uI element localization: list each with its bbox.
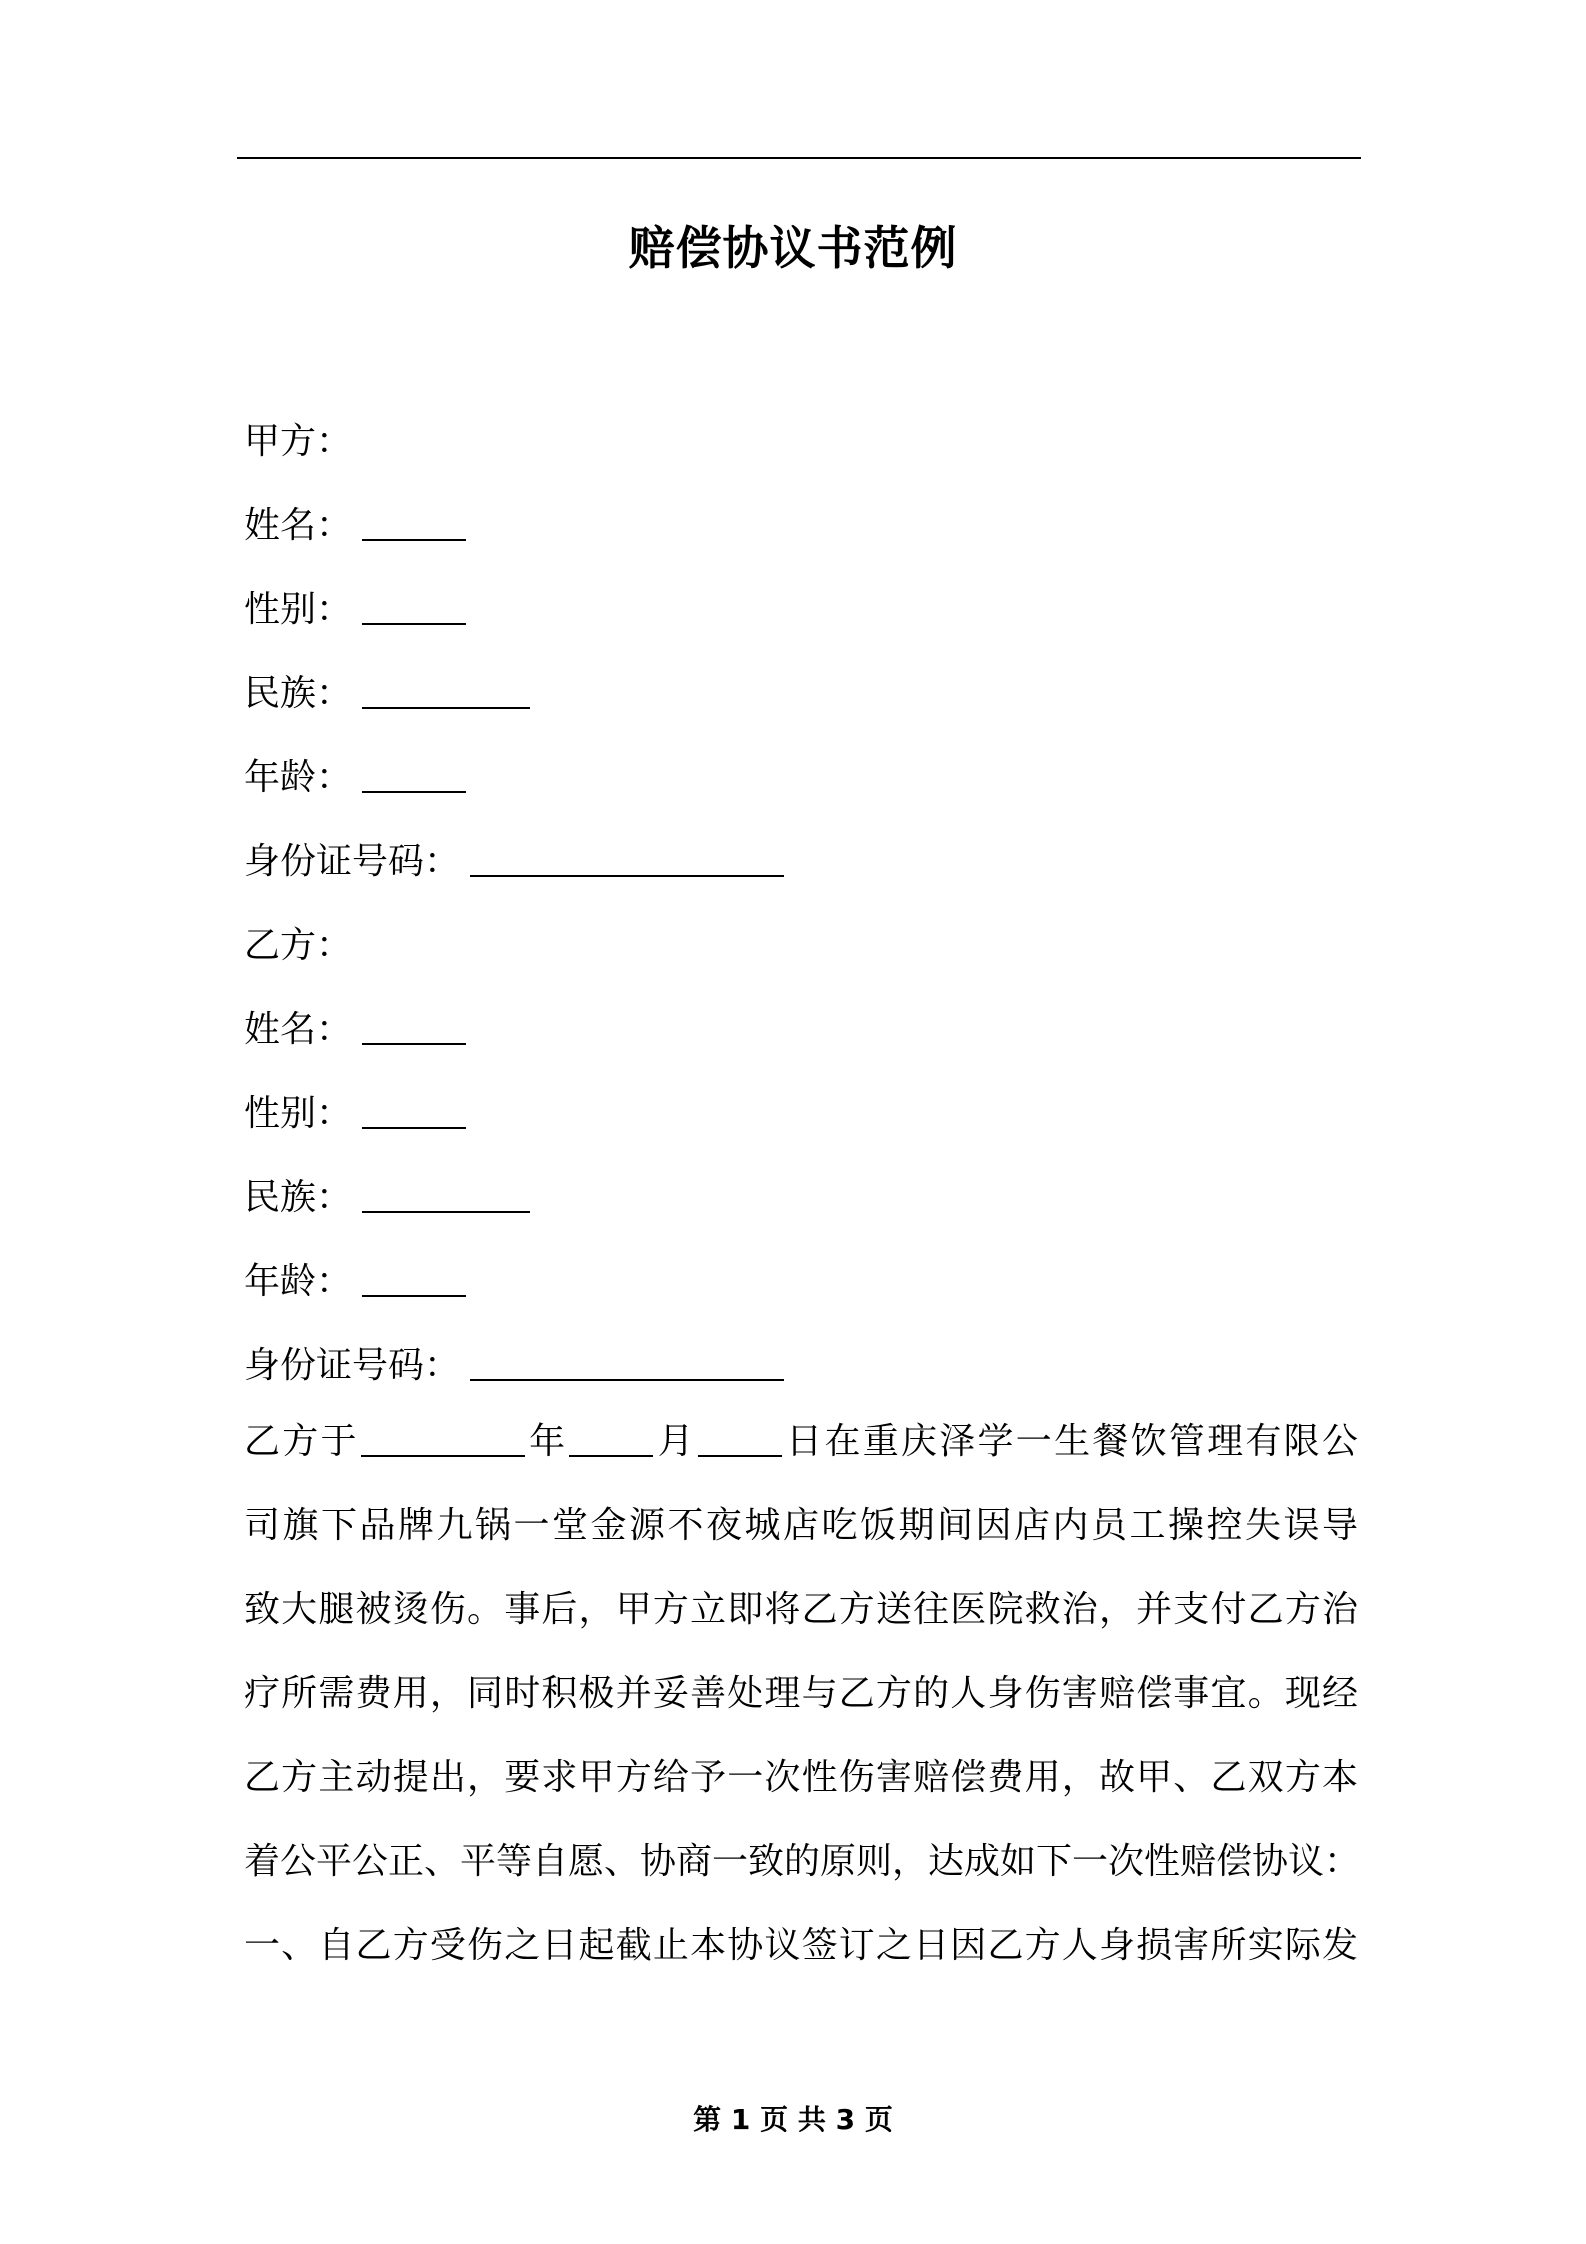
party-b-ethnicity-blank xyxy=(362,1181,530,1213)
page-number-footer: 第 1 页 共 3 页 xyxy=(693,2103,893,2136)
body-line-4: 疗所需费用，同时积极并妥善处理与乙方的人身伤害赔偿事宜。现经 xyxy=(244,1673,1358,1714)
date-month-label: 月 xyxy=(655,1421,696,1462)
body-line-2: 司旗下品牌九锅一堂金源不夜城店吃饭期间因店内员工操控失误导 xyxy=(244,1505,1358,1546)
agreement-body-paragraph xyxy=(244,1400,1361,1988)
party-a-age-label: 年龄： xyxy=(244,757,353,798)
party-a-ethnicity-field xyxy=(244,652,1364,736)
date-year-label: 年 xyxy=(526,1421,568,1462)
party-a-age-blank xyxy=(362,761,466,793)
body-line-1-suffix: 日在重庆泽学一生餐饮管理有限公 xyxy=(783,1421,1358,1462)
party-b-heading: 乙方： xyxy=(244,925,353,966)
party-a-gender-label: 性别： xyxy=(244,589,353,630)
party-a-name-blank xyxy=(362,509,466,541)
date-month-blank xyxy=(569,1425,653,1457)
party-b-age-field xyxy=(244,1240,1364,1324)
party-a-age-field xyxy=(244,736,1364,820)
party-b-name-label: 姓名： xyxy=(244,1009,353,1050)
document-title: 赔偿协议书范例 xyxy=(628,221,958,275)
party-a-gender-blank xyxy=(362,593,466,625)
party-b-id-blank xyxy=(470,1349,784,1381)
body-line-3: 致大腿被烫伤。事后，甲方立即将乙方送往医院救治，并支付乙方治 xyxy=(244,1589,1358,1630)
body-line-5: 乙方主动提出，要求甲方给予一次性伤害赔偿费用，故甲、乙双方本 xyxy=(244,1757,1358,1798)
party-b-name-field xyxy=(244,988,1364,1072)
party-b-id-label: 身份证号码： xyxy=(244,1345,461,1386)
party-a-name-field xyxy=(244,484,1364,568)
party-a-ethnicity-blank xyxy=(362,677,530,709)
party-a-heading: 甲方： xyxy=(244,421,353,462)
body-line-1-prefix: 乙方于 xyxy=(244,1421,359,1462)
body-line-1 xyxy=(244,1400,1358,1484)
party-b-ethnicity-field xyxy=(244,1156,1364,1240)
party-b-gender-label: 性别： xyxy=(244,1093,353,1134)
party-b-age-blank xyxy=(362,1265,466,1297)
party-a-gender-field xyxy=(244,568,1364,652)
party-a-id-label: 身份证号码： xyxy=(244,841,461,882)
body-line-6: 着公平公正、平等自愿、协商一致的原则，达成如下一次性赔偿协议： xyxy=(244,1841,1361,1882)
party-b-name-blank xyxy=(362,1013,466,1045)
party-a-ethnicity-label: 民族： xyxy=(244,673,353,714)
party-b-age-label: 年龄： xyxy=(244,1261,353,1302)
party-a-id-field xyxy=(244,820,1364,904)
body-line-7: 一、自乙方受伤之日起截止本协议签订之日因乙方人身损害所实际发 xyxy=(244,1925,1358,1966)
party-b-ethnicity-label: 民族： xyxy=(244,1177,353,1218)
party-b-gender-field xyxy=(244,1072,1364,1156)
party-a-name-label: 姓名： xyxy=(244,505,353,546)
date-year-blank xyxy=(361,1425,525,1457)
party-b-gender-blank xyxy=(362,1097,466,1129)
header-rule xyxy=(237,157,1361,159)
party-b-id-field xyxy=(244,1324,1364,1408)
date-day-blank xyxy=(698,1425,782,1457)
party-info-section xyxy=(244,400,1364,1408)
party-a-id-blank xyxy=(470,845,784,877)
